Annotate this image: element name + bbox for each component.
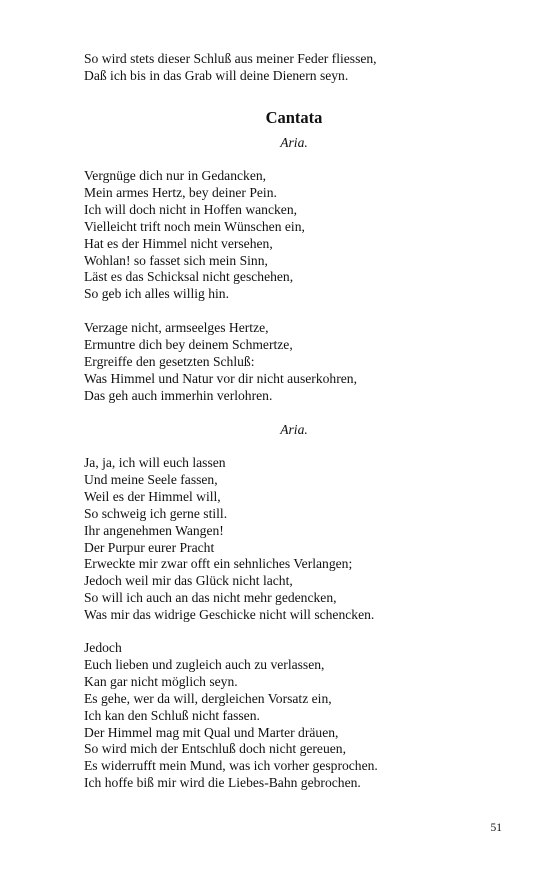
page-number: 51 — [490, 822, 502, 834]
verse-line: Das geh auch immerhin verlohren. — [84, 387, 273, 403]
verse-line: Der Himmel mag mit Qual und Marter dräuen, — [84, 724, 339, 740]
verse-line: Ich will doch nicht in Hoffen wancken, — [84, 201, 298, 217]
verse-line: So wird mich der Entschluß doch nicht gereuen, — [84, 741, 346, 757]
verse-line: Und meine Seele fassen, — [84, 471, 218, 487]
verse-line: Es widerrufft mein Mund, was ich vorher gesprochen. — [84, 758, 378, 774]
verse-line: So wird stets dieser Schluß aus meiner Feder fliessen, — [84, 51, 377, 66]
verse-line: Ergreiffe den gesetzten Schluß: — [84, 353, 255, 369]
verse-line: Der Purpur eurer Pracht — [84, 539, 215, 555]
stanza-1 — [84, 168, 484, 303]
verse-line: Wohlan! so fasset sich mein Sinn, — [84, 252, 268, 268]
verse-line: Weil es der Himmel will, — [84, 488, 221, 504]
verse-line: Jedoch — [84, 640, 122, 655]
aria-label: Aria. — [280, 422, 308, 437]
verse-line: Kan gar nicht möglich seyn. — [84, 673, 238, 689]
verse-line: Verzage nicht, armseelges Hertze, — [84, 320, 269, 335]
stanza-4 — [84, 640, 484, 792]
verse-line: Ich kan den Schluß nicht fassen. — [84, 707, 260, 723]
verse-line: Mein armes Hertz, bey deiner Pein. — [84, 184, 277, 200]
aria-label: Aria. — [280, 135, 308, 150]
verse-line: Was Himmel und Natur vor dir nicht auserkohren, — [84, 370, 357, 386]
verse-line: So geb ich alles willig hin. — [84, 286, 229, 302]
verse-line: Euch lieben und zugleich auch zu verlassen, — [84, 656, 325, 672]
verse-line: Läst es das Schicksal nicht geschehen, — [84, 269, 294, 285]
verse-line: Daß ich bis in das Grab will deine Dienern seyn. — [84, 67, 349, 83]
verse-line: So schweig ich gerne still. — [84, 505, 228, 521]
verse-line: Ja, ja, ich will euch lassen — [84, 455, 226, 470]
stanza-2 — [84, 320, 484, 405]
verse-line: Hat es der Himmel nicht versehen, — [84, 235, 273, 251]
verse-line: Jedoch weil mir das Glück nicht lacht, — [84, 573, 293, 589]
opening-verse — [84, 51, 484, 85]
stanza-3 — [84, 455, 484, 624]
verse-line: Ihr angenehmen Wangen! — [84, 522, 224, 538]
verse-line: So will ich auch an das nicht mehr gedencken, — [84, 590, 337, 606]
verse-line: Es gehe, wer da will, dergleichen Vorsatz ein, — [84, 690, 332, 706]
verse-line: Vielleicht trift noch mein Wünschen ein, — [84, 218, 305, 234]
verse-line: Ich hoffe biß mir wird die Liebes-Bahn gebrochen. — [84, 775, 361, 791]
verse-line: Ermuntre dich bey deinem Schmertze, — [84, 336, 293, 352]
verse-line: Vergnüge dich nur in Gedancken, — [84, 168, 267, 183]
verse-line: Erweckte mir zwar offt ein sehnliches Verlangen; — [84, 556, 353, 572]
cantata-title: Cantata — [265, 108, 323, 127]
verse-line: Was mir das widrige Geschicke nicht will schencken. — [84, 607, 375, 623]
